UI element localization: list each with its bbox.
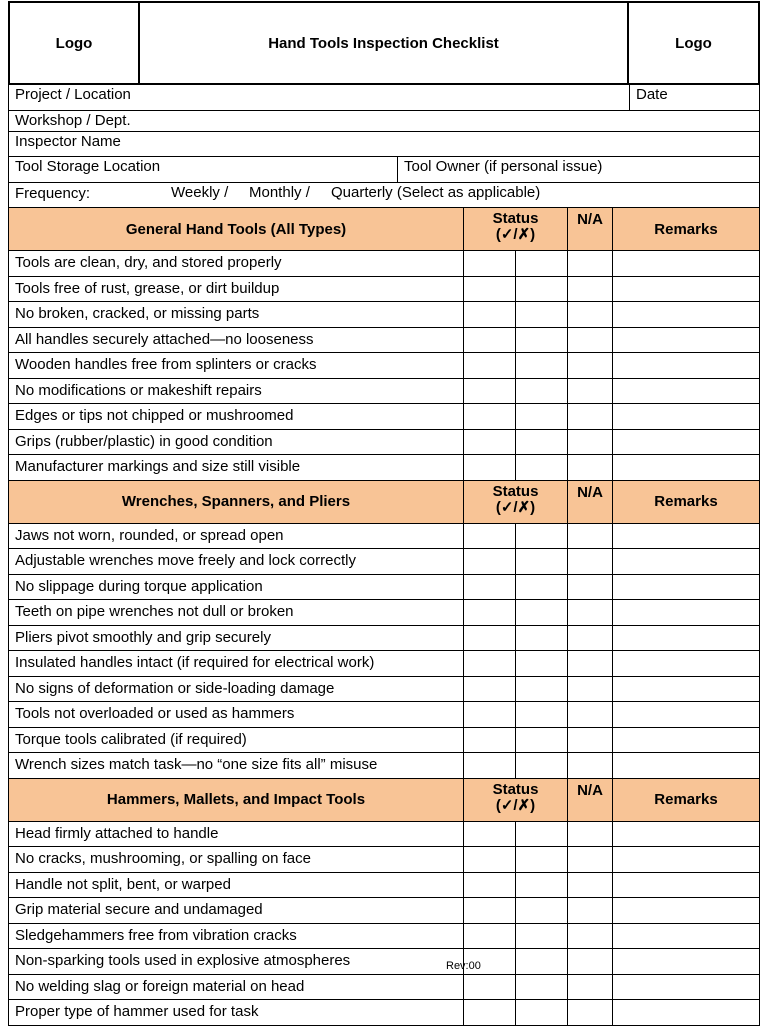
remarks-cell[interactable] <box>612 524 759 549</box>
workshop-field[interactable]: Workshop / Dept. <box>15 112 131 129</box>
na-cell[interactable] <box>567 353 612 378</box>
checklist-item-text: Pliers pivot smoothly and grip securely <box>15 628 271 646</box>
status-pass-cell[interactable] <box>463 524 515 549</box>
checklist-item-text: Torque tools calibrated (if required) <box>15 730 247 748</box>
status-pass-cell[interactable] <box>463 251 515 276</box>
status-fail-cell[interactable] <box>515 651 567 676</box>
status-symbols: (✓/✗) <box>495 226 536 243</box>
status-fail-cell[interactable] <box>515 753 567 778</box>
status-pass-cell[interactable] <box>463 353 515 378</box>
status-pass-cell[interactable] <box>463 651 515 676</box>
project-location-field[interactable]: Project / Location <box>15 86 131 103</box>
remarks-cell[interactable] <box>612 651 759 676</box>
status-pass-cell[interactable] <box>463 728 515 753</box>
remarks-cell[interactable] <box>612 753 759 778</box>
status-label: Status <box>492 780 539 798</box>
na-cell[interactable] <box>567 404 612 429</box>
status-fail-cell[interactable] <box>515 379 567 404</box>
na-cell[interactable] <box>567 753 612 778</box>
checklist-row <box>8 524 760 550</box>
checklist-item-text: Grip material secure and undamaged <box>15 901 263 918</box>
na-cell[interactable] <box>567 575 612 600</box>
checklist-item-text: All handles securely attached—no looseness <box>15 330 314 348</box>
checklist-item-text: Edges or tips not chipped or mushroomed <box>15 407 294 424</box>
remarks-column-header: Remarks <box>612 481 759 523</box>
checklist-row <box>8 549 760 575</box>
status-pass-cell[interactable] <box>463 277 515 302</box>
remarks-cell[interactable] <box>612 702 759 727</box>
checklist-row <box>8 702 760 728</box>
remarks-cell[interactable] <box>612 949 759 974</box>
checklist-item-text: No cracks, mushrooming, or spalling on face <box>15 850 311 867</box>
status-fail-cell[interactable] <box>515 455 567 480</box>
remarks-column-header: Remarks <box>612 779 759 821</box>
status-pass-cell[interactable] <box>463 677 515 702</box>
remarks-cell[interactable] <box>612 847 759 872</box>
na-cell[interactable] <box>567 873 612 898</box>
remarks-cell[interactable] <box>612 677 759 702</box>
status-fail-cell[interactable] <box>515 251 567 276</box>
na-cell[interactable] <box>567 924 612 949</box>
checklist-item-text: Wrench sizes match task—no “one size fits all” misuse <box>15 756 378 773</box>
checklist-item-text: Adjustable wrenches move freely and lock correctly <box>15 552 356 569</box>
checklist-item-text: No broken, cracked, or missing parts <box>15 305 260 322</box>
checklist-row <box>8 379 760 405</box>
status-pass-cell[interactable] <box>463 924 515 949</box>
remarks-cell[interactable] <box>612 626 759 651</box>
na-column-header: N/A <box>567 208 612 250</box>
status-fail-cell[interactable] <box>515 328 567 353</box>
checklist-row <box>8 302 760 328</box>
checklist-item-text: Manufacturer markings and size still visible <box>15 458 301 475</box>
status-fail-cell[interactable] <box>515 404 567 429</box>
status-symbols: (✓/✗) <box>495 796 536 814</box>
remarks-cell[interactable] <box>612 898 759 923</box>
checklist-item-text: Head firmly attached to handle <box>15 824 219 842</box>
checklist-row <box>8 455 760 481</box>
status-pass-cell[interactable] <box>463 430 515 455</box>
date-field[interactable]: Date <box>629 85 759 110</box>
remarks-cell[interactable] <box>612 302 759 327</box>
status-fail-cell[interactable] <box>515 353 567 378</box>
checklist-row <box>8 949 760 975</box>
na-cell[interactable] <box>567 430 612 455</box>
na-cell[interactable] <box>567 975 612 1000</box>
frequency-weekly-option[interactable]: Weekly / <box>171 184 229 201</box>
checklist-sheet <box>8 1 760 1026</box>
checklist-row <box>8 251 760 277</box>
tool-owner-field[interactable]: Tool Owner (if personal issue) <box>397 157 759 182</box>
checklist-item-text: Sledgehammers free from vibration cracks <box>15 926 297 944</box>
checklist-row <box>8 924 760 950</box>
status-fail-cell[interactable] <box>515 975 567 1000</box>
checklist-item-text: Proper type of hammer used for task <box>15 1003 259 1020</box>
status-pass-cell[interactable] <box>463 549 515 574</box>
checklist-item-text: Jaws not worn, rounded, or spread open <box>15 526 284 544</box>
remarks-cell[interactable] <box>612 277 759 302</box>
header-row <box>8 1 760 85</box>
checklist-row <box>8 651 760 677</box>
na-column-header: N/A <box>567 779 612 821</box>
status-fail-cell[interactable] <box>515 1000 567 1025</box>
revision-label: Rev:00 <box>446 960 481 972</box>
checklist-item-text: Non-sparking tools used in explosive atmospheres <box>15 952 351 969</box>
status-fail-cell[interactable] <box>515 524 567 549</box>
na-cell[interactable] <box>567 277 612 302</box>
checklist-row <box>8 847 760 873</box>
na-cell[interactable] <box>567 379 612 404</box>
checklist-item-text: Tools are clean, dry, and stored properly <box>15 254 282 271</box>
checklist-row <box>8 575 760 601</box>
storage-row <box>8 157 760 183</box>
na-cell[interactable] <box>567 626 612 651</box>
remarks-column-header: Remarks <box>612 208 759 250</box>
status-pass-cell[interactable] <box>463 575 515 600</box>
status-fail-cell[interactable] <box>515 873 567 898</box>
status-pass-cell[interactable] <box>463 328 515 353</box>
status-fail-cell[interactable] <box>515 575 567 600</box>
checklist-item-text: Insulated handles intact (if required for electrical work) <box>15 654 375 671</box>
na-cell[interactable] <box>567 600 612 625</box>
status-fail-cell[interactable] <box>515 549 567 574</box>
na-cell[interactable] <box>567 728 612 753</box>
status-fail-cell[interactable] <box>515 728 567 753</box>
status-fail-cell[interactable] <box>515 924 567 949</box>
status-pass-cell[interactable] <box>463 1000 515 1025</box>
remarks-cell[interactable] <box>612 600 759 625</box>
status-label: Status <box>492 482 539 500</box>
status-fail-cell[interactable] <box>515 626 567 651</box>
status-pass-cell[interactable] <box>463 302 515 327</box>
checklist-row <box>8 626 760 652</box>
na-cell[interactable] <box>567 328 612 353</box>
inspector-name-field[interactable]: Inspector Name <box>15 133 121 150</box>
status-fail-cell[interactable] <box>515 430 567 455</box>
checklist-row <box>8 898 760 924</box>
status-fail-cell[interactable] <box>515 847 567 872</box>
logo-left: Logo <box>10 3 140 83</box>
status-pass-cell[interactable] <box>463 600 515 625</box>
remarks-cell[interactable] <box>612 549 759 574</box>
remarks-cell[interactable] <box>612 575 759 600</box>
workshop-row <box>8 111 760 132</box>
remarks-cell[interactable] <box>612 404 759 429</box>
section-header <box>8 779 760 822</box>
checklist-item-text: No slippage during torque application <box>15 577 263 595</box>
status-pass-cell[interactable] <box>463 702 515 727</box>
frequency-label: Frequency: <box>15 185 91 202</box>
checklist-row <box>8 353 760 379</box>
status-fail-cell[interactable] <box>515 302 567 327</box>
status-fail-cell[interactable] <box>515 898 567 923</box>
status-symbols: (✓/✗) <box>495 498 536 516</box>
project-row <box>8 85 760 111</box>
section-title: Wrenches, Spanners, and Pliers <box>121 493 351 510</box>
inspector-row <box>8 132 760 157</box>
remarks-cell[interactable] <box>612 975 759 1000</box>
page-title: Hand Tools Inspection Checklist <box>268 34 499 52</box>
status-pass-cell[interactable] <box>463 822 515 847</box>
checklist-row <box>8 328 760 354</box>
checklist-row <box>8 1000 760 1026</box>
checklist-item-text: Wooden handles free from splinters or cracks <box>15 356 317 373</box>
tool-storage-field[interactable]: Tool Storage Location <box>15 158 161 175</box>
checklist-row <box>8 975 760 1001</box>
na-column-header: N/A <box>567 481 612 523</box>
checklist-item-text: Tools not overloaded or used as hammers <box>15 705 295 722</box>
remarks-cell[interactable] <box>612 924 759 949</box>
checklist-row <box>8 873 760 899</box>
remarks-cell[interactable] <box>612 873 759 898</box>
remarks-cell[interactable] <box>612 728 759 753</box>
na-cell[interactable] <box>567 651 612 676</box>
status-pass-cell[interactable] <box>463 873 515 898</box>
na-cell[interactable] <box>567 455 612 480</box>
na-cell[interactable] <box>567 822 612 847</box>
status-fail-cell[interactable] <box>515 600 567 625</box>
na-cell[interactable] <box>567 898 612 923</box>
checklist-row <box>8 277 760 303</box>
section-title: Hammers, Mallets, and Impact Tools <box>106 791 366 808</box>
checklist-item-text: Handle not split, bent, or warped <box>15 875 231 893</box>
checklist-item-text: Tools free of rust, grease, or dirt buildup <box>15 279 280 297</box>
status-fail-cell[interactable] <box>515 277 567 302</box>
remarks-cell[interactable] <box>612 328 759 353</box>
checklist-row <box>8 728 760 754</box>
status-pass-cell[interactable] <box>463 898 515 923</box>
checklist-row <box>8 430 760 456</box>
status-pass-cell[interactable] <box>463 626 515 651</box>
status-column-header <box>463 208 567 250</box>
status-pass-cell[interactable] <box>463 455 515 480</box>
checklist-row <box>8 822 760 848</box>
na-cell[interactable] <box>567 549 612 574</box>
section-header <box>8 208 760 251</box>
remarks-cell[interactable] <box>612 455 759 480</box>
checklist-item-text: No welding slag or foreign material on head <box>15 977 305 995</box>
checklist-sections <box>8 208 760 1026</box>
status-pass-cell[interactable] <box>463 753 515 778</box>
status-pass-cell[interactable] <box>463 379 515 404</box>
na-cell[interactable] <box>567 302 612 327</box>
status-pass-cell[interactable] <box>463 847 515 872</box>
remarks-cell[interactable] <box>612 353 759 378</box>
remarks-cell[interactable] <box>612 251 759 276</box>
status-fail-cell[interactable] <box>515 702 567 727</box>
checklist-row <box>8 753 760 779</box>
remarks-cell[interactable] <box>612 822 759 847</box>
status-column-header <box>463 481 567 523</box>
checklist-row <box>8 404 760 430</box>
na-cell[interactable] <box>567 524 612 549</box>
checklist-item-text: No modifications or makeshift repairs <box>15 381 262 399</box>
status-column-header <box>463 779 567 821</box>
status-pass-cell[interactable] <box>463 975 515 1000</box>
status-pass-cell[interactable] <box>463 404 515 429</box>
na-cell[interactable] <box>567 949 612 974</box>
status-fail-cell[interactable] <box>515 949 567 974</box>
checklist-row <box>8 600 760 626</box>
logo-right: Logo <box>627 3 758 83</box>
status-label: Status <box>492 210 539 227</box>
section-title: General Hand Tools (All Types) <box>125 220 347 238</box>
na-cell[interactable] <box>567 1000 612 1025</box>
na-cell[interactable] <box>567 251 612 276</box>
remarks-cell[interactable] <box>612 1000 759 1025</box>
frequency-quarterly-option[interactable]: Quarterly (Select as applicable) <box>331 184 541 201</box>
checklist-item-text: No signs of deformation or side-loading damage <box>15 679 335 697</box>
frequency-row <box>8 183 760 208</box>
checklist-row <box>8 677 760 703</box>
status-fail-cell[interactable] <box>515 677 567 702</box>
frequency-monthly-option[interactable]: Monthly / <box>249 184 310 201</box>
section-header <box>8 481 760 524</box>
na-cell[interactable] <box>567 847 612 872</box>
checklist-item-text: Grips (rubber/plastic) in good condition <box>15 432 273 450</box>
remarks-cell[interactable] <box>612 430 759 455</box>
checklist-item-text: Teeth on pipe wrenches not dull or broken <box>15 603 294 620</box>
status-fail-cell[interactable] <box>515 822 567 847</box>
remarks-cell[interactable] <box>612 379 759 404</box>
na-cell[interactable] <box>567 677 612 702</box>
na-cell[interactable] <box>567 702 612 727</box>
